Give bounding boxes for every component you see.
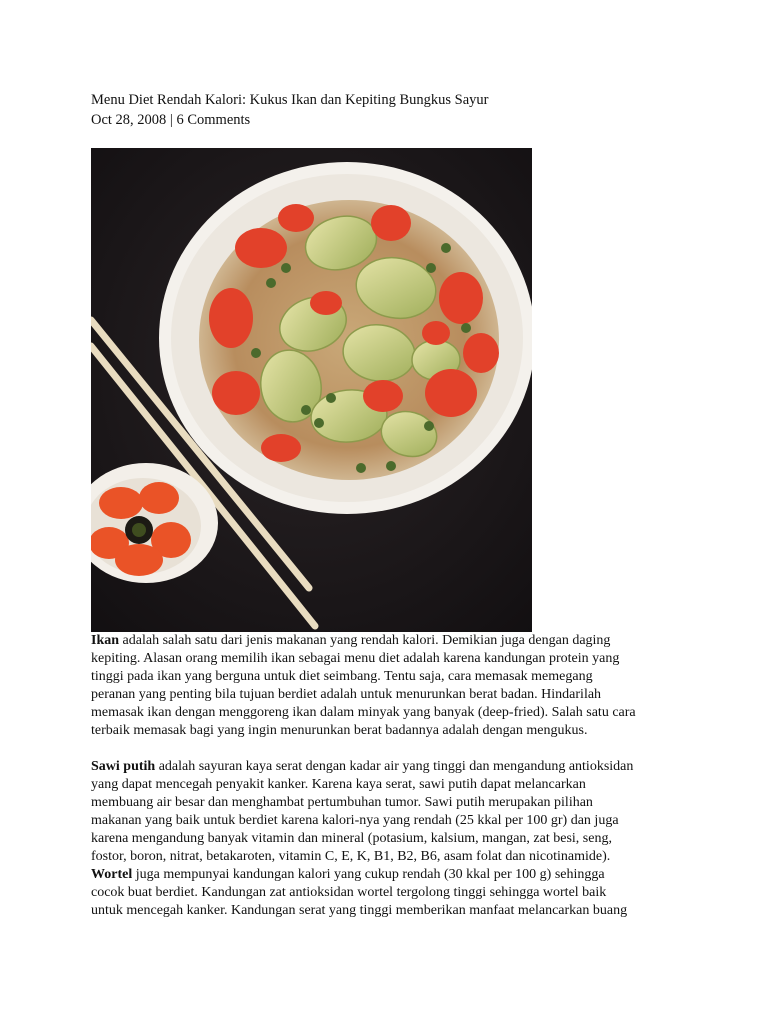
article-title: Menu Diet Rendah Kalori: Kukus Ikan dan Kepiting Bungkus Sayur xyxy=(91,92,489,108)
article-body xyxy=(91,632,691,920)
lead-term: Sawi putih xyxy=(91,759,156,774)
paragraph-ikan: Ikan adalah salah satu dari jenis makanan yang rendah kalori. Demikian juga dengan daging kepiting. Alasan orang memilih ikan sebagai menu diet adalah karena kandungan protein yang tinggi pada ikan yang berguna untuk diet seimbang. Tentu saja, cara memasak memegang peranan yang penting bila tujuan berdiet adalah untuk menurunkan berat badan. Hindarilah memasak ikan dengan menggoreng ikan dalam minyak yang banyak (deep-fried). Salah satu cara terbaik memasak bagi yang ingin menurunkan berat badannya adalah dengan mengukus. xyxy=(91,633,636,738)
food-photo-image xyxy=(91,148,532,632)
paragraph-gap xyxy=(91,740,691,758)
lead-term: Wortel xyxy=(91,867,133,882)
paragraph-wortel: Wortel juga mempunyai kandungan kalori yang cukup rendah (30 kkal per 100 g) sehingga cocok buat berdiet. Kandungan zat antioksidan wortel tergolong tinggi sehingga wortel baik untuk mencegah kanker. Kandungan serat yang tinggi memberikan manfaat melancarkan buang xyxy=(91,867,628,918)
food-photo xyxy=(91,148,532,632)
document-header xyxy=(91,90,691,130)
lead-term: Ikan xyxy=(91,633,120,648)
paragraph-sawi-putih: Sawi putih adalah sayuran kaya serat dengan kadar air yang tinggi dan mengandung antioksidan yang dapat mencegah penyakit kanker. Karena kaya serat, sawi putih dapat melancarkan membuang air besar dan menghambat pertumbuhan tumor. Sawi putih merupakan pilihan makanan yang baik untuk berdiet karena kalori-nya yang rendah (25 kkal per 100 gr) dan juga karena mengandung banyak vitamin dan mineral (potasium, kalsium, mangan, zat besi, seng, fostor, boron, nitrat, betakaroten, vitamin C, E, K, B1, B2, B6, asam folat dan nicotinamide). xyxy=(91,759,634,864)
article-meta: Oct 28, 2008 | 6 Comments xyxy=(91,112,251,128)
